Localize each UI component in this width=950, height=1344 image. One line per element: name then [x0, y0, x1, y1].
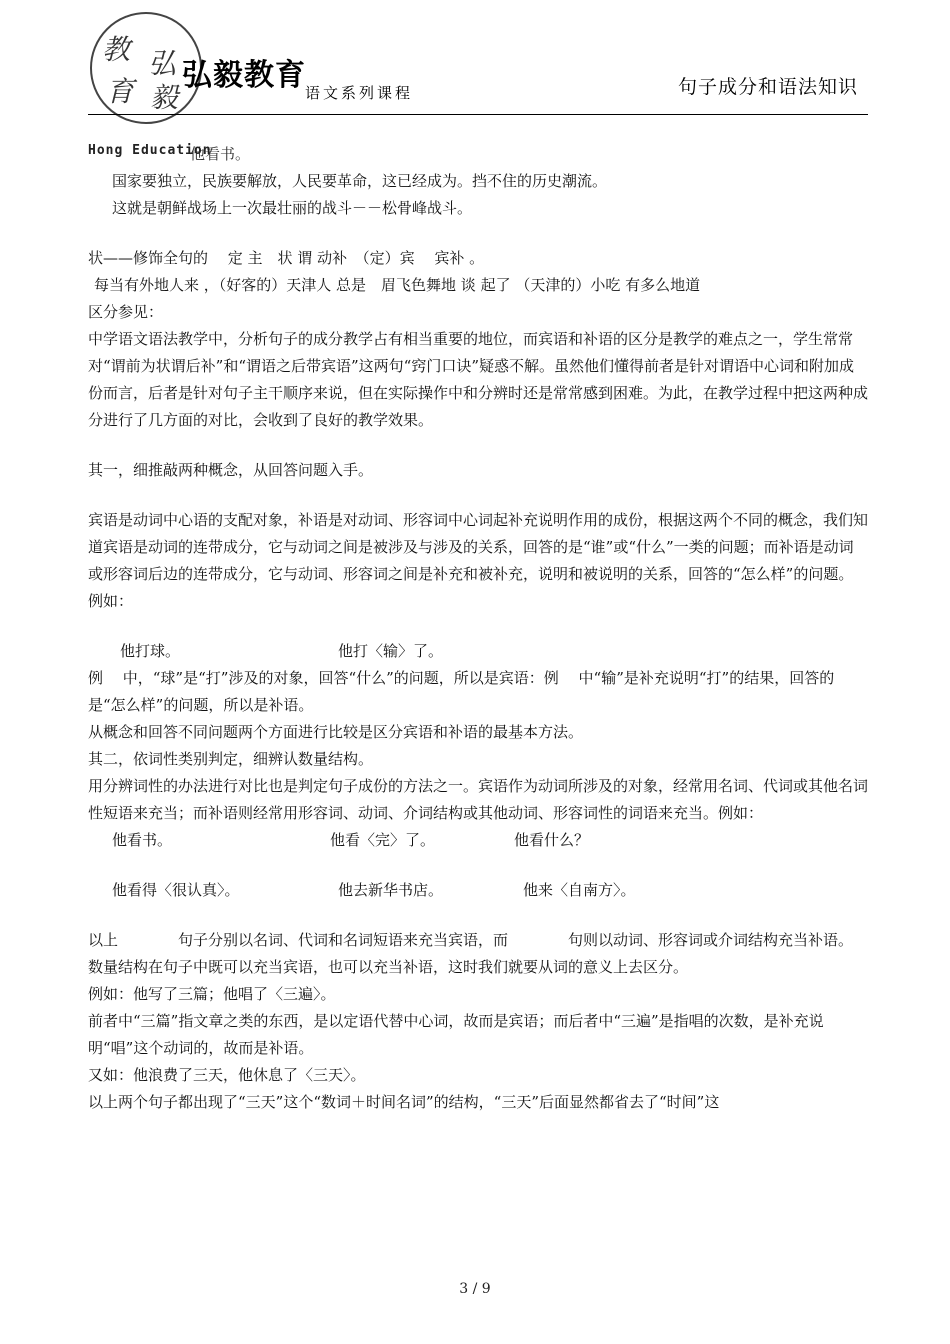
seal-char: 育	[106, 75, 135, 108]
paragraph: 宾语是动词中心语的支配对象，补语是对动词、形容词中心词起补充说明作用的成份，根据这两个不同的概念，我们知道宾语是动词的连带成分，它与动词之间是被涉及与涉及的关系，回答的是“谁”或“什么”一类的问题；而补语是动词或形容词后边的连带成分，它与动词、形容词之间是补充和被补充，说明和被说明的关系，回答的“怎么样”的问题。例如：	[88, 511, 869, 610]
example: 他打球。	[120, 642, 181, 660]
text-line: 以上两个句子都出现了“三天”这个“数词＋时间名词”的结构，“三天”后面显然都省去了“时间”这	[88, 1093, 720, 1111]
header-divider	[88, 114, 868, 115]
example-row	[88, 877, 868, 904]
brand-name: 弘毅教育	[182, 58, 306, 93]
section-heading: 其一，细推敲两种概念，从回答问题入手。	[88, 461, 374, 479]
text-line: 又如：他浪费了三天，他休息了〈三天〉。	[88, 1066, 366, 1084]
series-name: 语文系列课程	[305, 84, 414, 102]
example: 他打〈输〉了。	[338, 642, 444, 660]
example: 他去新华书店。	[338, 881, 444, 899]
example: 他看〈完〉了。	[330, 831, 436, 849]
paragraph: 前者中“三篇”指文章之类的东西，是以定语代替中心词，故而是宾语；而后者中“三遍”是指唱的次数，是补充说明“唱”这个动词的，故而是补语。	[88, 1012, 824, 1057]
text-line: 从概念和回答不同问题两个方面进行比较是区分宾语和补语的最基本方法。	[88, 723, 584, 741]
section-heading: 其二，依词性类别判定，细辨认数量结构。	[88, 750, 374, 768]
text-line: 区分参见：	[88, 303, 164, 321]
seal-char: 教	[102, 33, 131, 66]
paragraph: 用分辨词性的办法进行对比也是判定句子成份的方法之一。宾语作为动词所涉及的对象，经常用名词、代词或其他名词性短语来充当；而补语则经常用形容词、动词、介词结构或其他动词、形容词性的词语来充当。例如：	[88, 777, 869, 822]
paragraph: 例 中，“球”是“打”涉及的对象，回答“什么”的问题，所以是宾语：例 中“输”是补充说明“打”的结果，回答的是“怎么样”的问题，所以是补语。	[88, 669, 835, 714]
text-line: 这就是朝鲜战场上一次最壮丽的战斗－－松骨峰战斗。	[112, 199, 473, 217]
top-fragment: 他看书。	[190, 145, 251, 163]
example-row	[88, 638, 868, 665]
page-number: 3 / 9	[459, 1281, 491, 1297]
paragraph: 中学语文语法教学中，分析句子的成分教学占有相当重要的地位，而宾语和补语的区分是教学的难点之一，学生常常对“谓前为状谓后补”和“谓语之后带宾语”这两句“窍门口诀”疑惑不解。虽然他们懂得前者是针对谓语中心词和附加成份而言，后者是针对句子主干顺序来说，但在实际操作中和分辨时还是常常感到困难。为此，在教学过程中把这两种成分进行了几方面的对比，会收到了良好的教学效果。	[88, 330, 869, 429]
example: 他看书。	[112, 831, 173, 849]
example: 他看什么？	[514, 831, 590, 849]
text-line: 数量结构在句子中既可以充当宾语，也可以充当补语，这时我们就要从词的意义上去区分。	[88, 958, 689, 976]
page-header	[0, 0, 950, 120]
text-line: 每当有外地人来 ，（好客的）天津人 总是 眉飞色舞地 谈 起了 （天津的）小吃 有多么地道	[94, 276, 701, 294]
page-content	[88, 168, 868, 1116]
english-brand: Hong Education	[88, 143, 212, 158]
example-row	[88, 827, 868, 854]
example: 他看得〈很认真〉。	[112, 881, 240, 899]
text-line: 状——修饰全句的 定 主 状 谓 动补 （定）宾 宾补 。	[88, 249, 485, 267]
text-line: 例如：他写了三篇；他唱了〈三遍〉。	[88, 985, 336, 1003]
text-line: 国家要独立，民族要解放，人民要革命，这已经成为。挡不住的历史潮流。	[112, 172, 608, 190]
seal-char: 弘	[148, 47, 177, 80]
example: 他来〈自南方〉。	[523, 881, 636, 899]
seal-char: 毅	[150, 81, 179, 114]
document-title: 句子成分和语法知识	[677, 76, 858, 98]
paragraph: 以上 句子分别以名词、代词和名词短语来充当宾语，而 句则以动词、形容词或介词结构充当补语。	[88, 931, 854, 949]
